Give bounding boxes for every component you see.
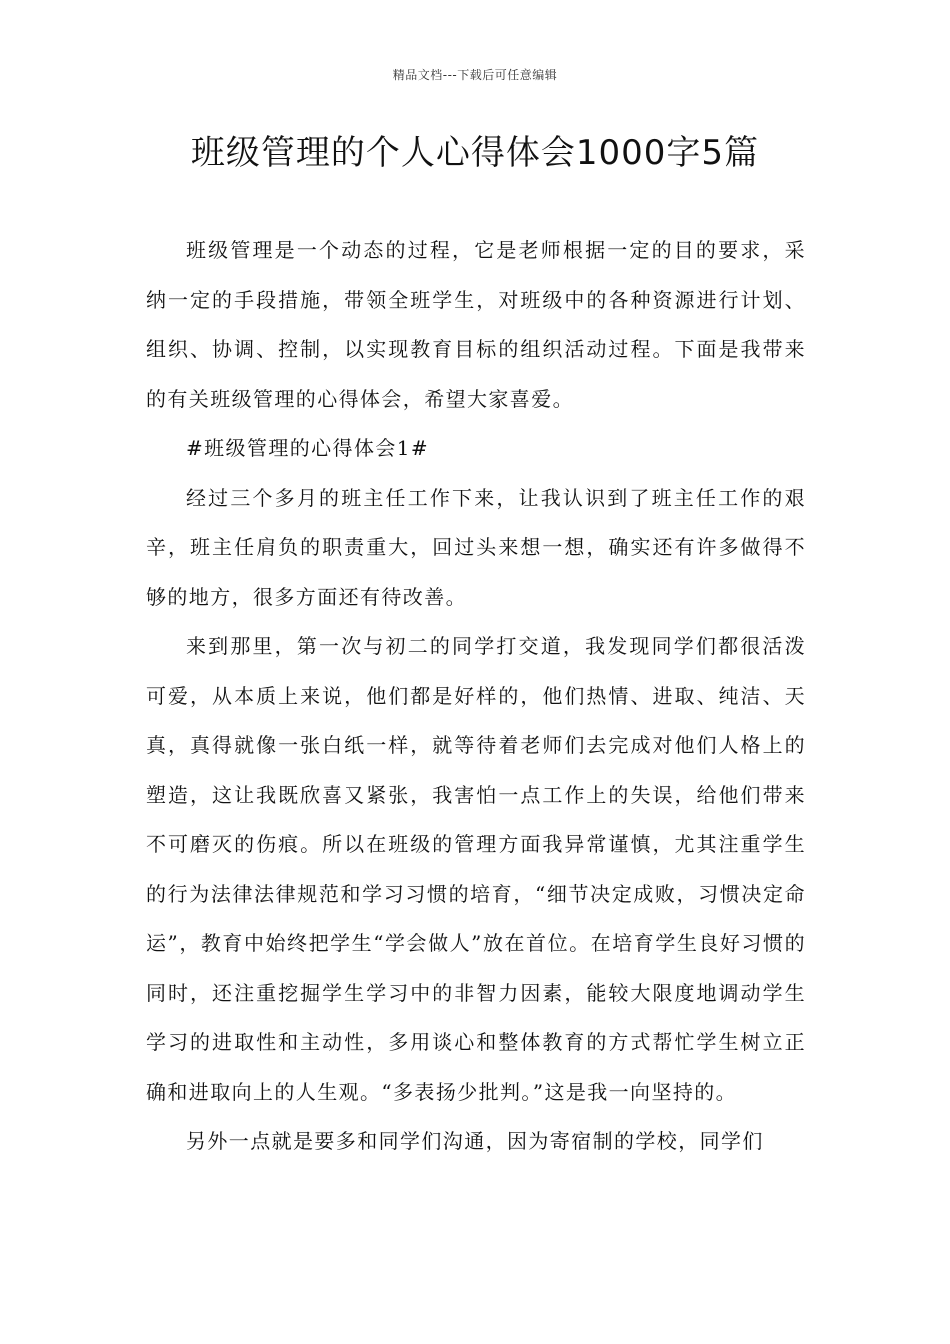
paragraph-intro: 班级管理是一个动态的过程，它是老师根据一定的目的要求，采纳一定的手段措施，带领全班学生，对班级中的各种资源进行计划、组织、协调、控制，以实现教育目标的组织活动过程。下面是我带来的有关班级管理的心得体会，希望大家喜爱。 (146, 238, 806, 411)
paragraph: 来到那里，第一次与初二的同学打交道，我发现同学们都很活泼可爱，从本质上来说，他们都是好样的，他们热情、进取、纯洁、天真，真得就像一张白纸一样，就等待着老师们去完成对他们人格上的塑造，这让我既欣喜又紧张，我害怕一点工作上的失误，给他们带来不可磨灭的伤痕。所以在班级的管理方面我异常谨慎，尤其注重学生的行为法律法律规范和学习习惯的培育，“细节决定成败，习惯决定命运”，教育中始终把学生“学会做人”放在首位。在培育学生良好习惯的同时，还注重挖掘学生学习中的非智力因素，能较大限度地调动学生学习的进取性和主动性，多用谈心和整体教育的方式帮忙学生树立正确和进取向上的人生观。“多表扬少批判。”这是我一向坚持的。 (146, 634, 806, 1104)
section-heading-1: #班级管理的心得体会1# (186, 436, 430, 460)
header-note: 精品文档---下载后可任意编辑 (392, 68, 558, 82)
document-body (146, 226, 806, 1167)
paragraph: 经过三个多月的班主任工作下来，让我认识到了班主任工作的艰辛，班主任肩负的职责重大，回过头来想一想，确实还有许多做得不够的地方，很多方面还有待改善。 (146, 485, 806, 609)
document-title: 班级管理的个人心得体会1000字5篇 (190, 133, 760, 173)
paragraph: 另外一点就是要多和同学们沟通，因为寄宿制的学校，同学们 (186, 1129, 764, 1153)
